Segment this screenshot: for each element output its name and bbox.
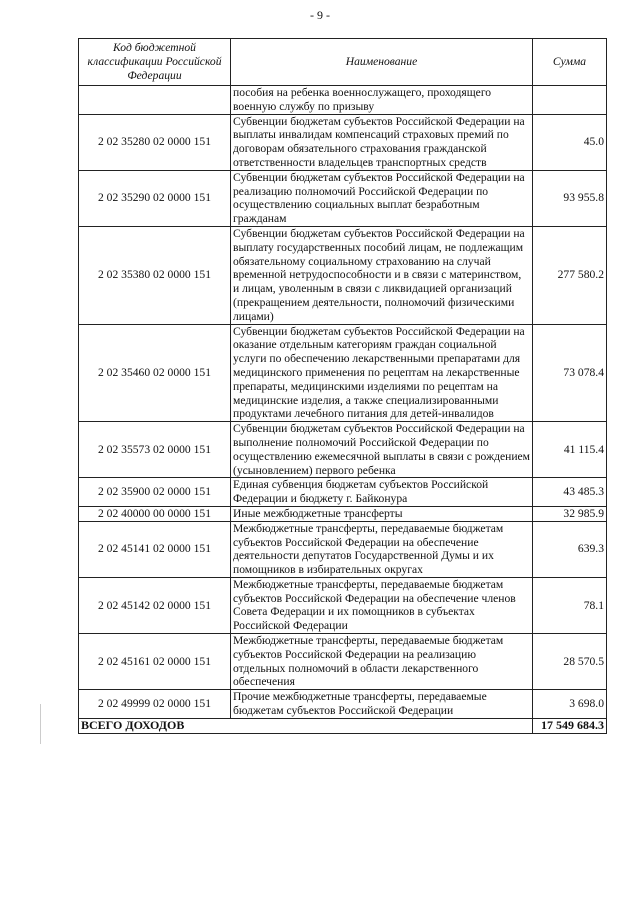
row-sum: 28 570.5	[533, 634, 607, 690]
row-sum: 639.3	[533, 521, 607, 577]
row-sum: 3 698.0	[533, 690, 607, 719]
budget-revenue-table	[78, 38, 607, 734]
row-sum: 32 985.9	[533, 506, 607, 521]
header-name: Наименование	[231, 39, 533, 86]
row-code: 2 02 35380 02 0000 151	[79, 226, 231, 324]
row-name: Прочие межбюджетные трансферты, передаваемые бюджетам субъектов Российской Федерации	[231, 690, 533, 719]
total-sum: 17 549 684.3	[533, 718, 607, 733]
table-header-row	[79, 39, 607, 86]
header-code: Код бюджетной классификации Российской Федерации	[79, 39, 231, 86]
row-name: Иные межбюджетные трансферты	[231, 506, 533, 521]
row-name: Межбюджетные трансферты, передаваемые бюджетам субъектов Российской Федерации на обеспечение членов Совета Федерации и их помощников в субъектах Российской Федерации	[231, 577, 533, 633]
table-row	[79, 634, 607, 690]
row-sum: 41 115.4	[533, 422, 607, 478]
page-number: - 9 -	[310, 8, 330, 22]
row-sum: 277 580.2	[533, 226, 607, 324]
row-code: 2 02 49999 02 0000 151	[79, 690, 231, 719]
table-row	[79, 690, 607, 719]
row-sum: 73 078.4	[533, 324, 607, 422]
row-sum: 45.0	[533, 114, 607, 170]
table-row	[79, 114, 607, 170]
total-row	[79, 718, 607, 733]
table-row	[79, 226, 607, 324]
row-name: Субвенции бюджетам субъектов Российской Федерации на выполнение полномочий Российской Федерации по осуществлению ежемесячной выплаты в связи с рождением (усыновлением) первого ребенка	[231, 422, 533, 478]
row-code: 2 02 40000 00 0000 151	[79, 506, 231, 521]
row-sum	[533, 86, 607, 115]
row-sum: 78.1	[533, 577, 607, 633]
table-row	[79, 521, 607, 577]
table-row	[79, 577, 607, 633]
row-code: 2 02 45141 02 0000 151	[79, 521, 231, 577]
scan-margin-mark	[40, 704, 41, 744]
row-name: Межбюджетные трансферты, передаваемые бюджетам субъектов Российской Федерации на обеспечение деятельности депутатов Государственной Думы и их помощников в избирательных округах	[231, 521, 533, 577]
table-row	[79, 506, 607, 521]
row-name: Субвенции бюджетам субъектов Российской Федерации на выплаты инвалидам компенсаций страховых премий по договорам обязательного страхования гражданской ответственности владельцев транспортных средств	[231, 114, 533, 170]
row-code: 2 02 35460 02 0000 151	[79, 324, 231, 422]
row-name: Субвенции бюджетам субъектов Российской Федерации на оказание отдельным категориям граждан социальной услуги по обеспечению лекарственными препаратами для медицинского применения по рецептам на лекарственные препараты, медицинскими изделиями по рецептам на медицинские изделия, а также специализированными продуктами лечебного питания для детей-инвалидов	[231, 324, 533, 422]
row-name: Межбюджетные трансферты, передаваемые бюджетам субъектов Российской Федерации на реализацию отдельных полномочий в области лекарственного обеспечения	[231, 634, 533, 690]
row-name: Субвенции бюджетам субъектов Российской Федерации на реализацию полномочий Российской Федерации по осуществлению социальных выплат безработным гражданам	[231, 170, 533, 226]
header-sum: Сумма	[533, 39, 607, 86]
table-row	[79, 478, 607, 507]
row-code: 2 02 45142 02 0000 151	[79, 577, 231, 633]
row-name: Единая субвенция бюджетам субъектов Российской Федерации и бюджету г. Байконура	[231, 478, 533, 507]
table-row	[79, 86, 607, 115]
row-code: 2 02 35290 02 0000 151	[79, 170, 231, 226]
row-code: 2 02 35280 02 0000 151	[79, 114, 231, 170]
row-sum: 93 955.8	[533, 170, 607, 226]
row-name: Субвенции бюджетам субъектов Российской Федерации на выплату государственных пособий лицам, не подлежащим обязательному социальному страхованию на случай временной нетрудоспособности и в связи с материнством, и лицам, уволенным в связи с ликвидацией организаций (прекращением деятельности, полномочий физическими лицами)	[231, 226, 533, 324]
row-code: 2 02 35573 02 0000 151	[79, 422, 231, 478]
table-row	[79, 422, 607, 478]
total-label: ВСЕГО ДОХОДОВ	[79, 718, 533, 733]
row-name: пособия на ребенка военнослужащего, проходящего военную службу по призыву	[231, 86, 533, 115]
row-code	[79, 86, 231, 115]
table-row	[79, 324, 607, 422]
table-row	[79, 170, 607, 226]
row-code: 2 02 45161 02 0000 151	[79, 634, 231, 690]
row-sum: 43 485.3	[533, 478, 607, 507]
row-code: 2 02 35900 02 0000 151	[79, 478, 231, 507]
